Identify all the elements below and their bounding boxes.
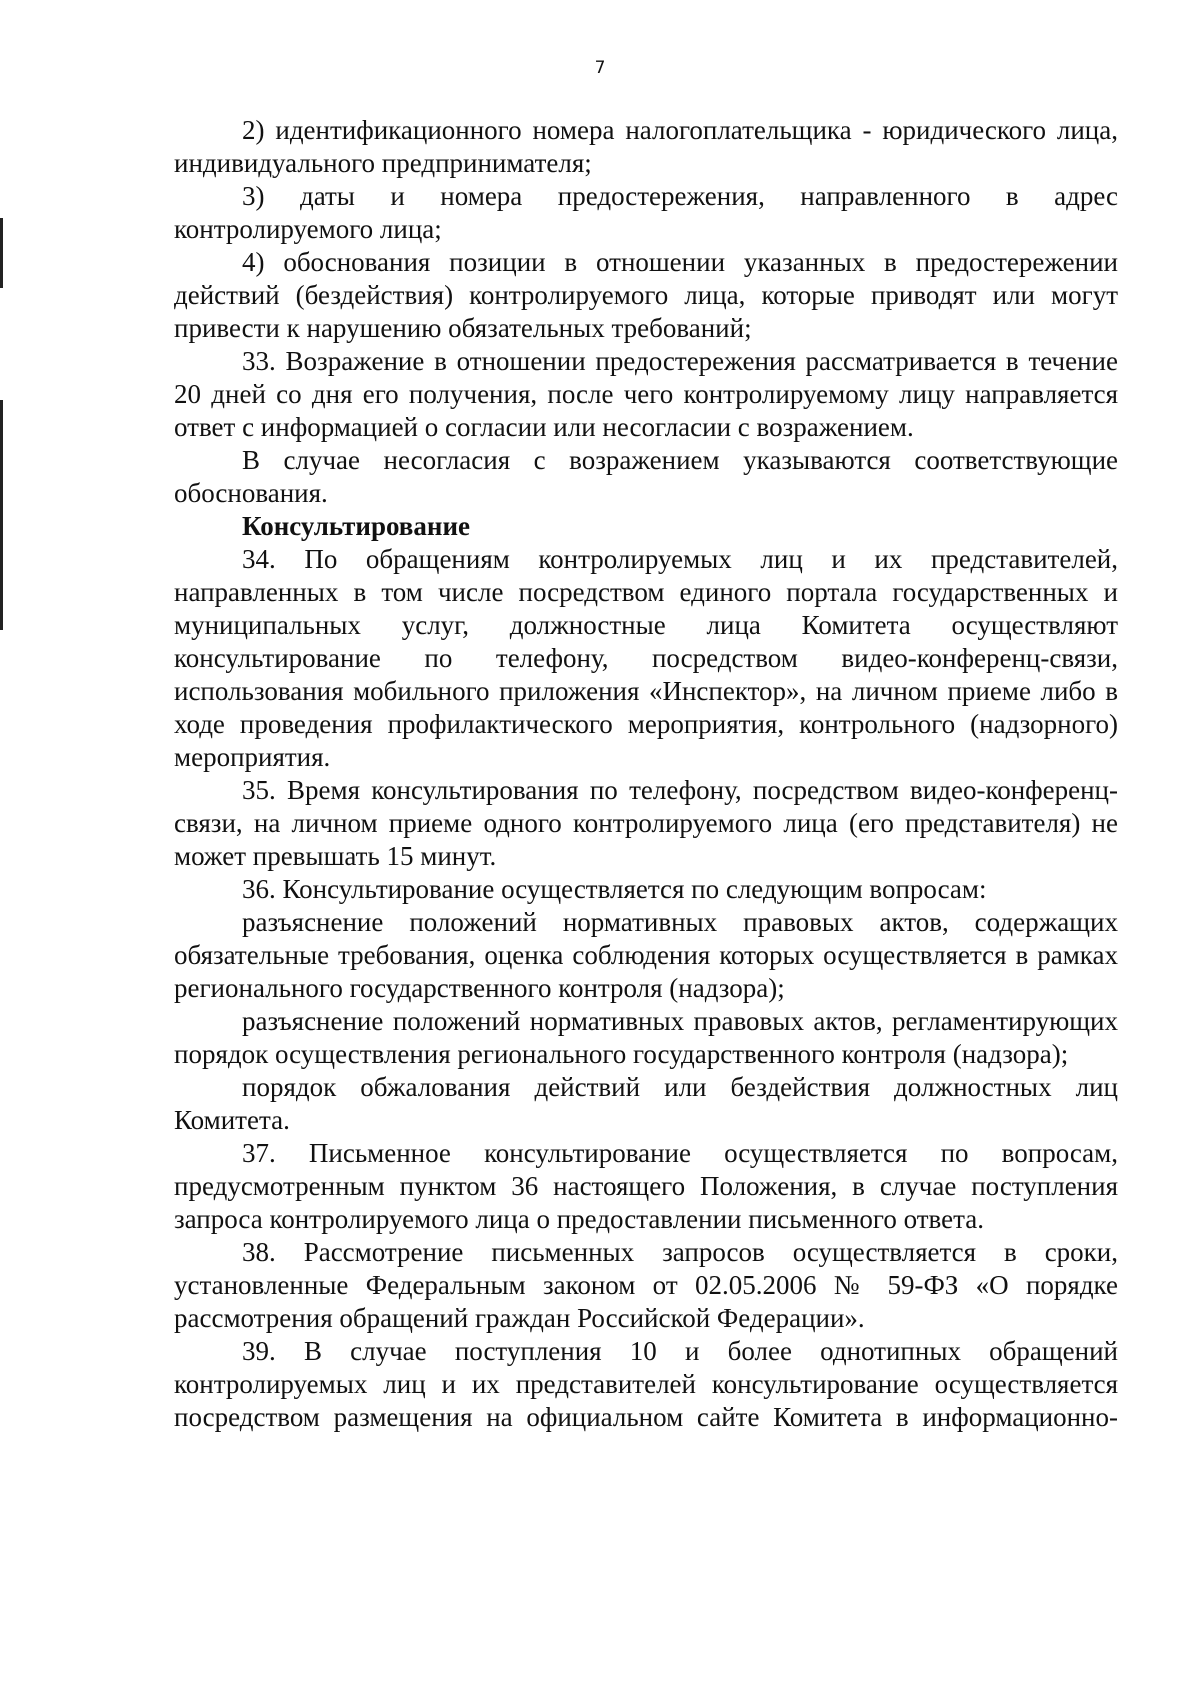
paragraph-36-item-3: порядок обжалования действий или бездействия должностных лиц Комитета. — [174, 1072, 1118, 1135]
paragraph-39: 39. В случае поступления 10 и более однотипных обращений контролируемых лиц и их представителей консультирование осуществляется посредством размещения на официальном сайте Комитета в информационно- — [174, 1336, 1118, 1432]
page-number: 7 — [594, 58, 606, 78]
paragraph-37: 37. Письменное консультирование осуществляется по вопросам, предусмотренным пунктом 36 настоящего Положения, в случае поступления запроса контролируемого лица о предоставлении письменного ответа. — [174, 1138, 1118, 1234]
scan-margin-mark — [0, 218, 3, 288]
paragraph-33: 33. Возражение в отношении предостережения рассматривается в течение 20 дней со дня его получения, после чего контролируемому лицу направляется ответ с информацией о согласии или несогласии с возражением. — [174, 346, 1118, 442]
list-item-warning-date: 3) даты и номера предостережения, направленного в адрес контролируемого лица; — [174, 181, 1118, 244]
list-item-justification: 4) обоснования позиции в отношении указанных в предостережении действий (бездействия) контролируемого лица, которые приводят или могут привести к нарушению обязательных требований; — [174, 247, 1118, 343]
list-item-inn: 2) идентификационного номера налогоплательщика - юридического лица, индивидуального предпринимателя; — [174, 115, 1118, 178]
paragraph-36: 36. Консультирование осуществляется по следующим вопросам: — [242, 874, 987, 904]
section-title: Консультирование — [242, 511, 470, 541]
paragraph-34: 34. По обращениям контролируемых лиц и их представителей, направленных в том числе посредством единого портала государственных и муниципальных услуг, должностные лица Комитета осуществляют консультирование по телефону, посредством видео-конференц-связи, использования мобильного приложения «Инспектор», на личном приеме либо в ходе проведения профилактического мероприятия, контрольного (надзорного) мероприятия. — [174, 544, 1118, 772]
paragraph-35: 35. Время консультирования по телефону, посредством видео-конференц-связи, на личном приеме одного контролируемого лица (его представителя) не может превышать 15 минут. — [174, 775, 1118, 871]
paragraph-disagreement: В случае несогласия с возражением указываются соответствующие обоснования. — [174, 445, 1118, 508]
paragraph-36-item-1: разъяснение положений нормативных правовых актов, содержащих обязательные требования, оценка соблюдения которых осуществляется в рамках регионального государственного контроля (надзора); — [174, 907, 1118, 1003]
paragraph-36-item-2: разъяснение положений нормативных правовых актов, регламентирующих порядок осуществления регионального государственного контроля (надзора); — [174, 1006, 1118, 1069]
scan-margin-mark — [0, 400, 3, 630]
document-body — [174, 114, 1118, 1434]
paragraph-38: 38. Рассмотрение письменных запросов осуществляется в сроки, установленные Федеральным законом от 02.05.2006 № 59-ФЗ «О порядке рассмотрения обращений граждан Российской Федерации». — [174, 1237, 1118, 1333]
